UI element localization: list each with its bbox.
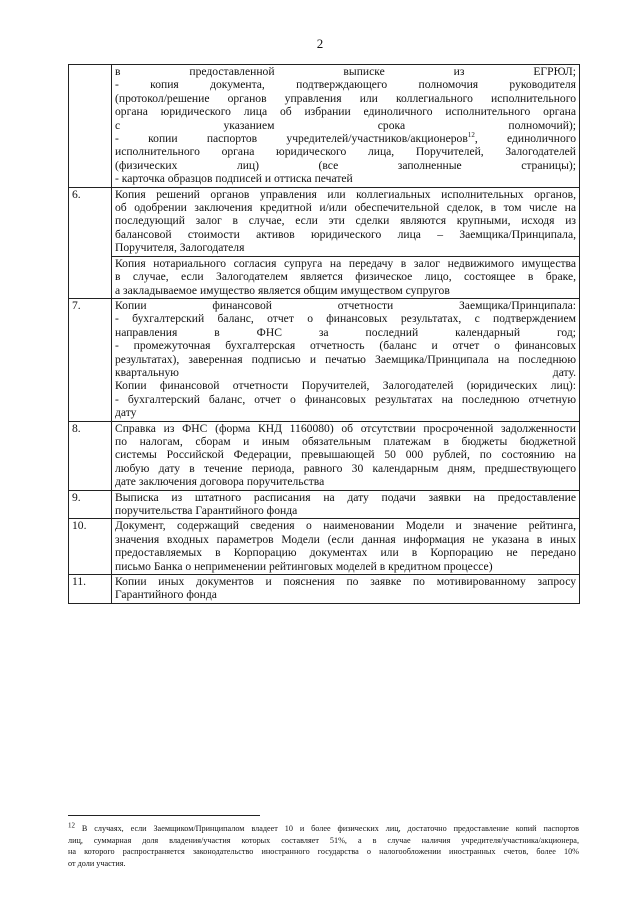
row-description bbox=[112, 298, 580, 421]
description-line: (протокол/решение органов управления или коллегиального исполнительного bbox=[115, 91, 576, 105]
description-line: дату bbox=[115, 406, 137, 420]
row-number bbox=[69, 65, 112, 188]
footnote-separator bbox=[68, 815, 260, 816]
footnote-marker: 12 bbox=[467, 131, 475, 140]
description-line: Поручителя, Залогодателя bbox=[115, 241, 245, 255]
row-number: 6. bbox=[69, 187, 112, 298]
row-description bbox=[112, 256, 580, 298]
description-line: в случае, если Залогодателем является физическое лицо, состоящее в браке, bbox=[115, 270, 576, 284]
description-line: письмо Банка о неприменении рейтинговых моделей в кредитном процессе) bbox=[115, 559, 493, 573]
description-line: - промежуточная бухгалтерская отчетность (баланс и отчет о финансовых bbox=[115, 339, 576, 353]
table-row bbox=[69, 65, 580, 188]
row-description bbox=[112, 421, 580, 490]
table-row bbox=[69, 490, 580, 519]
table-row bbox=[69, 187, 580, 256]
page-number: 2 bbox=[316, 36, 324, 51]
row-number: 11. bbox=[69, 575, 112, 604]
table-row bbox=[69, 575, 580, 604]
description-line: (физических лиц) (все заполненные страницы); bbox=[115, 158, 576, 172]
description-line: системы Российской Федерации, превышающей 50 000 рублей, по состоянию на bbox=[115, 448, 576, 462]
description-line: балансовой стоимости активов юридического лица – Заемщика/Принципала, bbox=[115, 227, 576, 241]
description-line: поручительства Гарантийного фонда bbox=[115, 504, 298, 517]
description-line: результатах), заверенная подписью и печатью Заемщика/Принципала на последнюю bbox=[115, 352, 576, 366]
description-line: - копии паспортов учредителей/участников/акционеров$^{12}$, единоличного bbox=[115, 131, 577, 146]
description-line: - бухгалтерский баланс, отчет о финансовых результатах на последнюю отчетную bbox=[115, 392, 576, 406]
row-number: 8. bbox=[69, 421, 112, 490]
footnote-marker: 12 bbox=[68, 821, 75, 830]
description-line: Копия решений органов управления или коллегиальных исполнительных органов, bbox=[115, 187, 576, 201]
description-line: органа юридического лица об избрании единоличного исполнительного органа bbox=[115, 105, 576, 119]
row-description bbox=[112, 575, 580, 604]
row-number: 10. bbox=[69, 519, 112, 575]
description-line: - карточка образцов подписей и оттиска печатей bbox=[115, 172, 353, 186]
description-line: квартальную дату. bbox=[115, 365, 576, 379]
description-line: Копия нотариального согласия супруга на передачу в залог недвижимого имущества bbox=[115, 256, 576, 270]
footnote-line: от доли участия. bbox=[68, 858, 126, 868]
description-line: предоставляемых в Корпорацию документах или в Корпорацию не передано bbox=[115, 546, 576, 560]
description-line: Документ, содержащий сведения о наименовании Модели и значение рейтинга, bbox=[115, 519, 576, 533]
row-description bbox=[112, 65, 580, 188]
table-row bbox=[69, 421, 580, 490]
row-number: 9. bbox=[69, 490, 112, 519]
description-line: в предоставленной выписке из ЕГРЮЛ; bbox=[115, 65, 576, 78]
description-line: Копии иных документов и пояснения по заявке по мотивированному запросу bbox=[115, 575, 576, 589]
table-row bbox=[69, 519, 580, 575]
description-line: последующий залог в случае, если эти сделки являются крупными, исходя из bbox=[115, 214, 576, 228]
description-line: Гарантийного фонда bbox=[115, 588, 217, 602]
description-line: - копия документа, подтверждающего полномочия руководителя bbox=[115, 78, 576, 92]
description-line: Выписка из штатного расписания на дату подачи заявки на предоставление bbox=[115, 490, 576, 504]
description-line: Справка из ФНС (форма КНД 1160080) об отсутствии просроченной задолженности bbox=[115, 421, 576, 435]
row-description bbox=[112, 490, 580, 519]
row-description bbox=[112, 519, 580, 575]
footnote-line: $^{12}$ В случаях, если Заемщиком/Принципалом владеет 10 и более физических лиц, достаточно предоставление копий паспортов bbox=[68, 821, 579, 833]
documents-table bbox=[68, 64, 580, 604]
description-line: исполнительного органа юридического лица, Поручителей, Залогодателей bbox=[115, 145, 576, 159]
description-line: дате заключения договора поручительства bbox=[115, 475, 325, 489]
description-line: с указанием срока полномочий); bbox=[115, 118, 576, 132]
description-line: - бухгалтерский баланс, отчет о финансовых результатах, с подтверждением bbox=[115, 312, 576, 326]
description-line: а закладываемое имущество является общим имуществом супругов bbox=[115, 283, 450, 297]
description-line: любую дату в течение периода, равного 30 календарным дням, предшествующего bbox=[115, 461, 576, 475]
description-line: об одобрении заключения кредитной и/или обеспечительной сделок, в том числе на bbox=[115, 201, 576, 215]
footnote bbox=[68, 823, 579, 869]
row-number: 7. bbox=[69, 298, 112, 421]
row-description bbox=[112, 187, 580, 256]
table-row bbox=[69, 298, 580, 421]
description-line: Копии финансовой отчетности Поручителей, Залогодателей (юридических лиц): bbox=[115, 379, 576, 393]
description-line: направления в ФНС за последний календарный год; bbox=[115, 325, 576, 339]
footnote-line: лиц, суммарная доля владения/участия которых составляет 51%, а в случае наличия учредителя/участника/акционера, bbox=[68, 835, 579, 845]
description-line: по налогам, сборам и иным обязательным платежам в бюджеты бюджетной bbox=[115, 434, 576, 448]
footnote-line: на которого распространяется законодательство иностранного государства о налогообложении иностранных счетов, более 10% bbox=[68, 847, 579, 856]
table-row bbox=[69, 256, 580, 298]
description-line: Копии финансовой отчетности Заемщика/Принципала: bbox=[115, 298, 576, 312]
description-line: значения входных параметров Модели (если данная информация не указана в иных bbox=[115, 532, 576, 546]
